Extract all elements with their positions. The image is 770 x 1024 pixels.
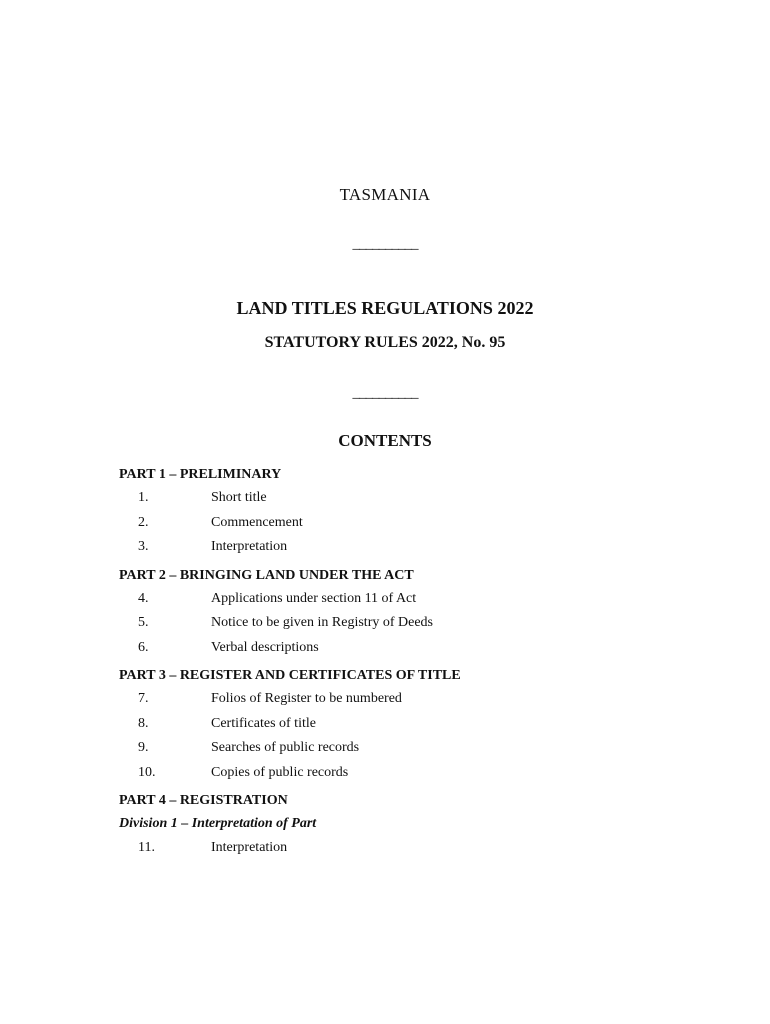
entry-title: Commencement [211, 514, 303, 530]
toc-entry[interactable] [119, 535, 719, 560]
toc-entry[interactable] [119, 712, 719, 737]
statutory-rules-number: STATUTORY RULES 2022, No. 95 [264, 334, 506, 351]
entry-number: 1. [138, 490, 149, 505]
part-heading: PART 3 – REGISTER AND CERTIFICATES OF TITLE [119, 668, 461, 683]
separator-rule-bottom: __________ [352, 385, 418, 401]
entry-title: Copies of public records [211, 764, 349, 780]
toc-entry[interactable] [119, 486, 719, 511]
toc-entry[interactable] [119, 736, 719, 761]
part-heading: PART 4 – REGISTRATION [119, 793, 288, 808]
toc-entry[interactable] [119, 761, 719, 786]
entry-number: 2. [138, 514, 149, 530]
entry-title: Applications under section 11 of Act [211, 590, 417, 606]
part-heading: PART 2 – BRINGING LAND UNDER THE ACT [119, 567, 414, 583]
entry-title: Interpretation [211, 539, 288, 554]
toc-part-3 [119, 665, 719, 785]
toc-entry[interactable] [119, 611, 719, 636]
toc-entry[interactable] [119, 636, 719, 661]
toc-entry[interactable] [119, 836, 719, 861]
entry-title: Interpretation [211, 840, 288, 855]
separator-rule-top: __________ [352, 236, 418, 252]
contents-heading: CONTENTS [338, 431, 432, 450]
entry-number: 6. [138, 639, 149, 655]
toc-entry[interactable] [119, 511, 719, 536]
entry-title: Notice to be given in Registry of Deeds [211, 615, 434, 630]
entry-number: 5. [138, 615, 149, 630]
document-title: LAND TITLES REGULATIONS 2022 [236, 298, 534, 318]
entry-title: Folios of Register to be numbered [211, 691, 402, 706]
entry-number: 10. [138, 764, 156, 780]
toc-part-1 [119, 464, 719, 560]
toc-part-2 [119, 565, 719, 661]
part-heading: PART 1 – PRELIMINARY [119, 467, 282, 482]
entry-number: 11. [138, 840, 155, 855]
entry-title: Verbal descriptions [211, 639, 319, 655]
entry-number: 8. [138, 715, 149, 731]
entry-number: 7. [138, 691, 149, 706]
toc-entry[interactable] [119, 687, 719, 712]
entry-title: Short title [211, 490, 267, 505]
entry-title: Searches of public records [211, 740, 360, 755]
toc-part-4 [119, 790, 719, 861]
jurisdiction-heading: TASMANIA [339, 185, 431, 204]
table-of-contents [119, 464, 719, 861]
entry-number: 4. [138, 590, 149, 606]
entry-title: Certificates of title [211, 715, 316, 731]
entry-number: 3. [138, 539, 149, 554]
toc-entry[interactable] [119, 587, 719, 612]
division-heading: Division 1 – Interpretation of Part [119, 816, 317, 831]
entry-number: 9. [138, 740, 149, 755]
